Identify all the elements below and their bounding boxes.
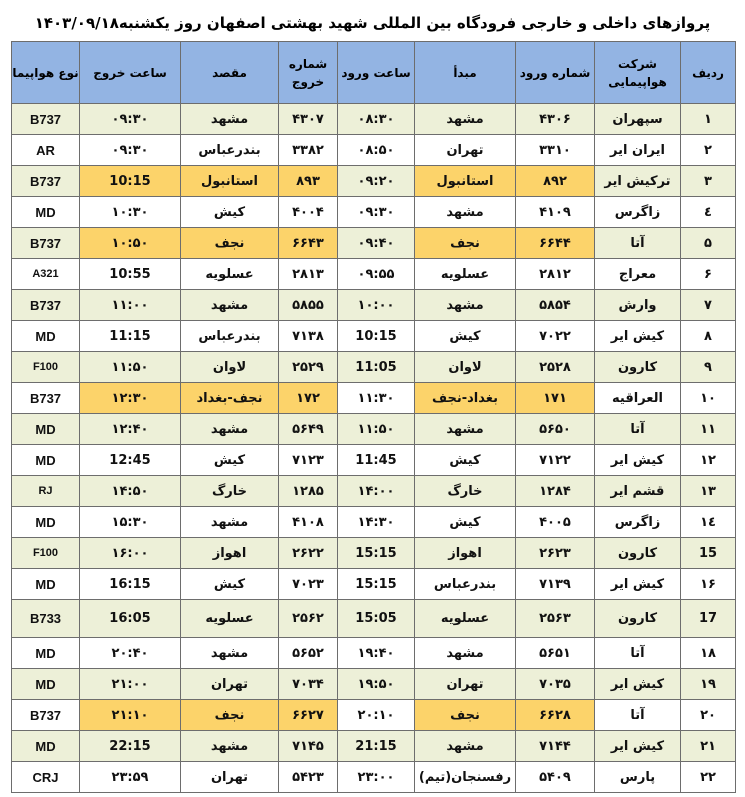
cell-row-number: ٤: [681, 197, 736, 228]
cell-destination: خارگ: [181, 476, 279, 507]
header-airline: شرکت هواپیمایی: [595, 42, 681, 104]
cell-destination: مشهد: [181, 731, 279, 762]
cell-row-number: ۱۸: [681, 638, 736, 669]
cell-aircraft-type: MD: [12, 638, 80, 669]
cell-aircraft-type: B737: [12, 228, 80, 259]
cell-departure-time: 16:15: [80, 569, 181, 600]
cell-destination: لاوان: [181, 352, 279, 383]
cell-airline: کیش ایر: [595, 731, 681, 762]
cell-arrival-number: ۵۴۰۹: [516, 762, 595, 793]
cell-arrival-time: ۱۱:۵۰: [338, 414, 415, 445]
cell-origin: بندرعباس: [415, 569, 516, 600]
cell-arrival-number: ۵۶۵۰: [516, 414, 595, 445]
cell-origin: مشهد: [415, 104, 516, 135]
header-origin: مبدأ: [415, 42, 516, 104]
table-row: [12, 507, 736, 538]
cell-destination: مشهد: [181, 507, 279, 538]
cell-aircraft-type: F100: [12, 538, 80, 569]
cell-arrival-number: ۲۵۶۳: [516, 600, 595, 638]
cell-row-number: ۲۱: [681, 731, 736, 762]
cell-arrival-number: ۵۸۵۴: [516, 290, 595, 321]
cell-row-number: ۱۰: [681, 383, 736, 414]
cell-departure-number: ۵۶۴۹: [279, 414, 338, 445]
cell-destination: استانبول: [181, 166, 279, 197]
cell-destination: نجف-بغداد: [181, 383, 279, 414]
cell-departure-number: ۱۲۸۵: [279, 476, 338, 507]
cell-aircraft-type: B737: [12, 104, 80, 135]
cell-arrival-number: ۷۱۳۹: [516, 569, 595, 600]
cell-destination: بندرعباس: [181, 321, 279, 352]
cell-arrival-time: 21:15: [338, 731, 415, 762]
cell-origin: کیش: [415, 445, 516, 476]
cell-departure-time: ۲۱:۰۰: [80, 669, 181, 700]
cell-airline: العراقیه: [595, 383, 681, 414]
cell-row-number: ۵: [681, 228, 736, 259]
cell-departure-number: ۷۰۳۴: [279, 669, 338, 700]
cell-aircraft-type: CRJ: [12, 762, 80, 793]
cell-origin: تهران: [415, 135, 516, 166]
table-row: [12, 197, 736, 228]
cell-departure-number: ۵۴۲۳: [279, 762, 338, 793]
table-row: [12, 700, 736, 731]
cell-arrival-time: 15:15: [338, 569, 415, 600]
cell-departure-time: ۱۰:۵۰: [80, 228, 181, 259]
header-row: [12, 42, 736, 104]
cell-airline: سپهران: [595, 104, 681, 135]
cell-row-number: ۹: [681, 352, 736, 383]
cell-airline: قشم ایر: [595, 476, 681, 507]
cell-airline: کارون: [595, 600, 681, 638]
cell-airline: کیش ایر: [595, 445, 681, 476]
cell-departure-time: 12:45: [80, 445, 181, 476]
cell-origin: مشهد: [415, 638, 516, 669]
cell-airline: آتا: [595, 228, 681, 259]
header-departure-time: ساعت خروج: [80, 42, 181, 104]
cell-departure-number: ۳۳۸۲: [279, 135, 338, 166]
cell-row-number: ۱۲: [681, 445, 736, 476]
header-destination: مقصد: [181, 42, 279, 104]
cell-arrival-time: ۰۹:۴۰: [338, 228, 415, 259]
cell-aircraft-type: B737: [12, 166, 80, 197]
cell-destination: کیش: [181, 569, 279, 600]
cell-departure-number: ۶۶۲۷: [279, 700, 338, 731]
cell-row-number: ۶: [681, 259, 736, 290]
cell-departure-time: ۱۶:۰۰: [80, 538, 181, 569]
cell-departure-time: 10:55: [80, 259, 181, 290]
cell-row-number: 17: [681, 600, 736, 638]
cell-arrival-time: 11:45: [338, 445, 415, 476]
cell-airline: پارس: [595, 762, 681, 793]
cell-departure-number: ۷۱۴۵: [279, 731, 338, 762]
cell-origin: رفسنجان(تیم): [415, 762, 516, 793]
cell-arrival-number: ۷۱۲۲: [516, 445, 595, 476]
cell-airline: معراج: [595, 259, 681, 290]
header-arrival-number: شماره ورود: [516, 42, 595, 104]
cell-arrival-number: ۳۳۱۰: [516, 135, 595, 166]
cell-origin: مشهد: [415, 731, 516, 762]
cell-arrival-time: ۰۹:۳۰: [338, 197, 415, 228]
table-row: [12, 414, 736, 445]
cell-aircraft-type: MD: [12, 731, 80, 762]
cell-departure-time: ۱۲:۴۰: [80, 414, 181, 445]
cell-departure-number: ۲۶۲۲: [279, 538, 338, 569]
cell-arrival-time: ۱۴:۳۰: [338, 507, 415, 538]
cell-arrival-number: ۱۲۸۴: [516, 476, 595, 507]
cell-origin: تهران: [415, 669, 516, 700]
table-row: [12, 669, 736, 700]
cell-departure-time: 11:15: [80, 321, 181, 352]
cell-origin: استانبول: [415, 166, 516, 197]
table-row: [12, 166, 736, 197]
cell-arrival-time: 15:05: [338, 600, 415, 638]
cell-departure-time: ۲۰:۴۰: [80, 638, 181, 669]
cell-airline: کارون: [595, 538, 681, 569]
cell-destination: مشهد: [181, 290, 279, 321]
header-row-number: ردیف: [681, 42, 736, 104]
cell-row-number: ۸: [681, 321, 736, 352]
cell-arrival-time: ۰۹:۵۵: [338, 259, 415, 290]
cell-destination: عسلویه: [181, 259, 279, 290]
cell-aircraft-type: MD: [12, 669, 80, 700]
cell-departure-time: 10:15: [80, 166, 181, 197]
table-row: [12, 383, 736, 414]
cell-departure-time: ۲۳:۵۹: [80, 762, 181, 793]
table-row: [12, 600, 736, 638]
cell-origin: عسلویه: [415, 259, 516, 290]
header-arrival-time: ساعت ورود: [338, 42, 415, 104]
cell-arrival-number: ۱۷۱: [516, 383, 595, 414]
cell-origin: نجف: [415, 228, 516, 259]
cell-destination: مشهد: [181, 414, 279, 445]
cell-departure-number: ۷۰۲۳: [279, 569, 338, 600]
cell-aircraft-type: MD: [12, 197, 80, 228]
cell-arrival-number: ۵۶۵۱: [516, 638, 595, 669]
cell-destination: تهران: [181, 762, 279, 793]
cell-aircraft-type: MD: [12, 507, 80, 538]
cell-airline: زاگرس: [595, 197, 681, 228]
cell-departure-time: 16:05: [80, 600, 181, 638]
cell-departure-number: ۲۵۶۲: [279, 600, 338, 638]
cell-destination: تهران: [181, 669, 279, 700]
table-row: [12, 352, 736, 383]
cell-origin: کیش: [415, 507, 516, 538]
cell-origin: بغداد-نجف: [415, 383, 516, 414]
cell-arrival-time: 11:05: [338, 352, 415, 383]
cell-departure-time: ۱۰:۳۰: [80, 197, 181, 228]
cell-arrival-time: ۱۹:۵۰: [338, 669, 415, 700]
cell-arrival-number: ۴۱۰۹: [516, 197, 595, 228]
cell-aircraft-type: B733: [12, 600, 80, 638]
cell-arrival-time: 10:15: [338, 321, 415, 352]
table-row: [12, 538, 736, 569]
cell-departure-number: ۵۸۵۵: [279, 290, 338, 321]
cell-row-number: 15: [681, 538, 736, 569]
cell-aircraft-type: F100: [12, 352, 80, 383]
cell-aircraft-type: AR: [12, 135, 80, 166]
cell-airline: زاگرس: [595, 507, 681, 538]
cell-destination: مشهد: [181, 638, 279, 669]
table-row: [12, 476, 736, 507]
cell-origin: مشهد: [415, 290, 516, 321]
cell-airline: وارش: [595, 290, 681, 321]
cell-arrival-number: ۸۹۲: [516, 166, 595, 197]
table-row: [12, 445, 736, 476]
cell-arrival-number: ۴۳۰۶: [516, 104, 595, 135]
cell-aircraft-type: B737: [12, 383, 80, 414]
cell-airline: کارون: [595, 352, 681, 383]
cell-departure-number: ۲۸۱۳: [279, 259, 338, 290]
cell-aircraft-type: RJ: [12, 476, 80, 507]
cell-aircraft-type: B737: [12, 700, 80, 731]
cell-aircraft-type: MD: [12, 569, 80, 600]
cell-arrival-time: ۲۰:۱۰: [338, 700, 415, 731]
cell-airline: آتا: [595, 700, 681, 731]
cell-arrival-time: ۰۹:۲۰: [338, 166, 415, 197]
cell-arrival-time: ۱۰:۰۰: [338, 290, 415, 321]
cell-departure-time: ۲۱:۱۰: [80, 700, 181, 731]
cell-departure-time: ۱۱:۵۰: [80, 352, 181, 383]
cell-destination: کیش: [181, 197, 279, 228]
cell-departure-number: ۴۰۰۴: [279, 197, 338, 228]
cell-arrival-number: ۲۵۲۸: [516, 352, 595, 383]
cell-origin: خارگ: [415, 476, 516, 507]
table-body: [12, 104, 736, 793]
cell-airline: ترکیش ایر: [595, 166, 681, 197]
cell-row-number: ۱۹: [681, 669, 736, 700]
cell-origin: اهواز: [415, 538, 516, 569]
flights-table: [11, 41, 736, 793]
cell-destination: نجف: [181, 700, 279, 731]
header-aircraft-type: نوع هواپیما: [12, 42, 80, 104]
table-row: [12, 569, 736, 600]
table-row: [12, 228, 736, 259]
cell-arrival-number: ۷۰۳۵: [516, 669, 595, 700]
cell-departure-time: ۰۹:۳۰: [80, 135, 181, 166]
cell-destination: عسلویه: [181, 600, 279, 638]
cell-departure-number: ۲۵۲۹: [279, 352, 338, 383]
cell-departure-time: 22:15: [80, 731, 181, 762]
cell-arrival-time: ۰۸:۵۰: [338, 135, 415, 166]
cell-row-number: ۱۳: [681, 476, 736, 507]
cell-departure-number: ۵۶۵۲: [279, 638, 338, 669]
cell-departure-time: ۰۹:۳۰: [80, 104, 181, 135]
table-row: [12, 762, 736, 793]
cell-aircraft-type: A321: [12, 259, 80, 290]
cell-airline: کیش ایر: [595, 569, 681, 600]
cell-aircraft-type: MD: [12, 321, 80, 352]
cell-departure-number: ۶۶۴۳: [279, 228, 338, 259]
cell-arrival-time: ۱۹:۴۰: [338, 638, 415, 669]
page-title: پروازهای داخلی و خارجی فرودگاه بین المللی شهید بهشتی اصفهان روز یکشنبه۱۴۰۳/۰۹/۱۸: [34, 14, 711, 32]
cell-aircraft-type: MD: [12, 445, 80, 476]
cell-arrival-number: ۴۰۰۵: [516, 507, 595, 538]
cell-origin: کیش: [415, 321, 516, 352]
cell-airline: آتا: [595, 638, 681, 669]
cell-arrival-time: ۱۴:۰۰: [338, 476, 415, 507]
cell-arrival-time: ۰۸:۳۰: [338, 104, 415, 135]
cell-aircraft-type: MD: [12, 414, 80, 445]
cell-departure-time: ۱۱:۰۰: [80, 290, 181, 321]
table-row: [12, 259, 736, 290]
cell-row-number: ۳: [681, 166, 736, 197]
cell-departure-number: ۸۹۳: [279, 166, 338, 197]
table-row: [12, 135, 736, 166]
cell-departure-time: ۱۴:۵۰: [80, 476, 181, 507]
cell-aircraft-type: B737: [12, 290, 80, 321]
cell-departure-number: ۴۳۰۷: [279, 104, 338, 135]
table-row: [12, 104, 736, 135]
table-row: [12, 290, 736, 321]
cell-destination: نجف: [181, 228, 279, 259]
table-row: [12, 731, 736, 762]
cell-airline: آتا: [595, 414, 681, 445]
cell-row-number: ۱۶: [681, 569, 736, 600]
cell-arrival-number: ۲۶۲۳: [516, 538, 595, 569]
cell-row-number: ۷: [681, 290, 736, 321]
cell-row-number: ۱: [681, 104, 736, 135]
cell-row-number: ۱۱: [681, 414, 736, 445]
cell-row-number: ۲۲: [681, 762, 736, 793]
cell-origin: نجف: [415, 700, 516, 731]
cell-destination: بندرعباس: [181, 135, 279, 166]
cell-row-number: ۲۰: [681, 700, 736, 731]
cell-departure-number: ۷۱۳۸: [279, 321, 338, 352]
cell-arrival-number: ۶۶۲۸: [516, 700, 595, 731]
cell-row-number: ۲: [681, 135, 736, 166]
cell-row-number: ۱٤: [681, 507, 736, 538]
table-row: [12, 321, 736, 352]
cell-departure-number: ۴۱۰۸: [279, 507, 338, 538]
cell-arrival-number: ۷۱۴۴: [516, 731, 595, 762]
cell-airline: کیش ایر: [595, 669, 681, 700]
cell-origin: عسلویه: [415, 600, 516, 638]
cell-airline: ایران ایر: [595, 135, 681, 166]
cell-departure-number: ۱۷۲: [279, 383, 338, 414]
cell-origin: مشهد: [415, 414, 516, 445]
cell-origin: مشهد: [415, 197, 516, 228]
cell-origin: لاوان: [415, 352, 516, 383]
table-row: [12, 638, 736, 669]
header-departure-number: شماره خروج: [279, 42, 338, 104]
cell-departure-time: ۱۵:۳۰: [80, 507, 181, 538]
cell-destination: اهواز: [181, 538, 279, 569]
cell-arrival-time: ۲۳:۰۰: [338, 762, 415, 793]
cell-arrival-number: ۲۸۱۲: [516, 259, 595, 290]
cell-arrival-number: ۶۶۴۴: [516, 228, 595, 259]
cell-departure-time: ۱۲:۳۰: [80, 383, 181, 414]
cell-arrival-time: ۱۱:۳۰: [338, 383, 415, 414]
cell-departure-number: ۷۱۲۳: [279, 445, 338, 476]
cell-destination: مشهد: [181, 104, 279, 135]
cell-airline: کیش ایر: [595, 321, 681, 352]
cell-arrival-number: ۷۰۲۲: [516, 321, 595, 352]
cell-arrival-time: 15:15: [338, 538, 415, 569]
cell-destination: کیش: [181, 445, 279, 476]
